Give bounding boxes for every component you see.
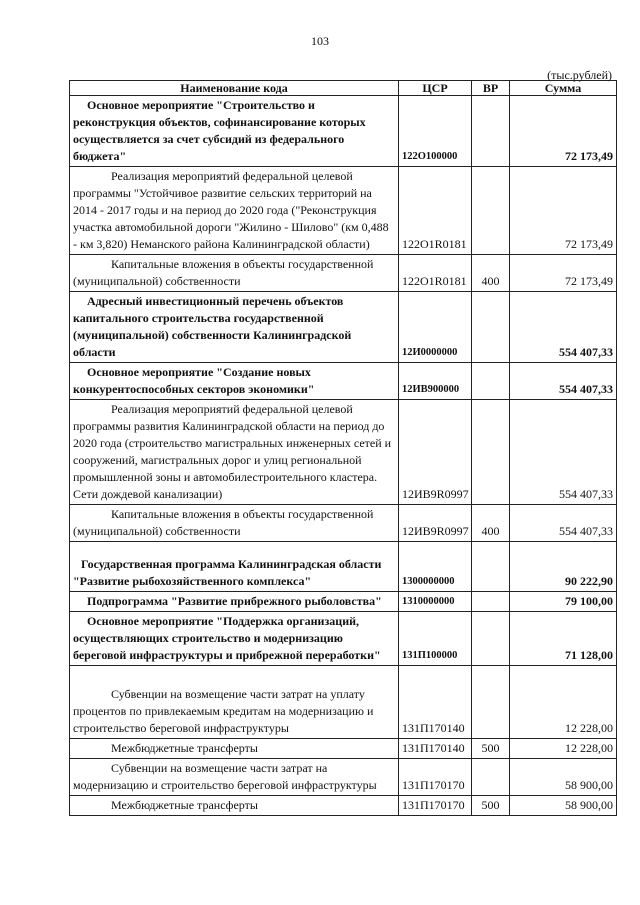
- table-row: [70, 759, 617, 796]
- table-row: [70, 255, 617, 292]
- row-name: Капитальные вложения в объекты государственной (муниципальной) собственности: [70, 505, 399, 542]
- row-name: Капитальные вложения в объекты государственной (муниципальной) собственности: [70, 255, 399, 292]
- row-vr: [472, 167, 510, 255]
- row-sum: 12 228,00: [510, 666, 617, 739]
- row-csr: 12ИВ900000: [399, 363, 472, 400]
- row-name: Подпрограмма "Развитие прибрежного рыболовства": [70, 592, 399, 612]
- row-csr: 1300000000: [399, 542, 472, 592]
- row-sum: 58 900,00: [510, 796, 617, 816]
- row-csr: 122O100000: [399, 96, 472, 167]
- row-vr: [472, 666, 510, 739]
- header-csr: ЦСР: [399, 81, 472, 96]
- row-csr: 131П170140: [399, 666, 472, 739]
- units-label: (тыс.рублей): [547, 68, 612, 82]
- table-row: [70, 505, 617, 542]
- row-name: Основное мероприятие "Поддержка организаций, осуществляющих строительство и модернизацию береговой инфраструктуры и прибрежной переработки": [70, 612, 399, 666]
- budget-table: [69, 80, 617, 816]
- row-sum: 72 173,49: [510, 96, 617, 167]
- row-name: Субвенции на возмещение части затрат на уплату процентов по привлекаемым кредитам на модернизацию и строительство береговой инфраструктуры: [70, 666, 399, 739]
- table-row: [70, 796, 617, 816]
- table-row: [70, 96, 617, 167]
- row-csr: 12И0000000: [399, 292, 472, 363]
- table-row: [70, 542, 617, 592]
- table-row: [70, 739, 617, 759]
- row-csr: 12ИВ9R0997: [399, 505, 472, 542]
- row-csr: 122O1R0181: [399, 167, 472, 255]
- row-vr: [472, 592, 510, 612]
- row-sum: 58 900,00: [510, 759, 617, 796]
- row-csr: 131П170170: [399, 796, 472, 816]
- row-sum: 554 407,33: [510, 400, 617, 505]
- header-name: Наименование кода: [70, 81, 399, 96]
- row-vr: 400: [472, 255, 510, 292]
- row-vr: [472, 542, 510, 592]
- row-name: Основное мероприятие "Строительство и реконструкция объектов, софинансирование которых осуществляется за счет субсидий из федерального бюджета": [70, 96, 399, 167]
- row-vr: [472, 292, 510, 363]
- table-row: [70, 592, 617, 612]
- row-sum: 72 173,49: [510, 255, 617, 292]
- row-name: Реализация мероприятий федеральной целевой программы развития Калининградской области на период до 2020 года (строительство магистральных инженерных сетей и сооружений, магистральных дорог и улиц региональной промышленной зоны и автомобилестроительного кластера. Сети дождевой канализации): [70, 400, 399, 505]
- row-vr: 500: [472, 796, 510, 816]
- row-name: Основное мероприятие "Создание новых конкурентоспособных секторов экономики": [70, 363, 399, 400]
- row-csr: 131П170170: [399, 759, 472, 796]
- table-row: [70, 400, 617, 505]
- row-vr: 500: [472, 739, 510, 759]
- row-csr: 122O1R0181: [399, 255, 472, 292]
- row-vr: [472, 96, 510, 167]
- row-vr: [472, 759, 510, 796]
- row-sum: 12 228,00: [510, 739, 617, 759]
- header-vr: ВР: [472, 81, 510, 96]
- table-row: [70, 363, 617, 400]
- row-name: Межбюджетные трансферты: [70, 739, 399, 759]
- row-vr: [472, 363, 510, 400]
- row-name: Государственная программа Калининградская области "Развитие рыбохозяйственного комплекса": [70, 542, 399, 592]
- header-sum: Сумма: [510, 81, 617, 96]
- row-csr: 1310000000: [399, 592, 472, 612]
- table-header-row: [70, 81, 617, 96]
- table-row: [70, 612, 617, 666]
- row-name: Реализация мероприятий федеральной целевой программы "Устойчивое развитие сельских территорий на 2014 - 2017 годы и на период до 2020 года ("Реконструкция участка автомобильной дороги "Жилино - Шилово" (км 0,488 - км 3,820) Неманского района Калининградской области): [70, 167, 399, 255]
- row-sum: 71 128,00: [510, 612, 617, 666]
- row-sum: 554 407,33: [510, 292, 617, 363]
- row-name: Субвенции на возмещение части затрат на модернизацию и строительство береговой инфраструктуры: [70, 759, 399, 796]
- row-sum: 90 222,90: [510, 542, 617, 592]
- row-sum: 554 407,33: [510, 363, 617, 400]
- table-row: [70, 666, 617, 739]
- row-csr: 131П100000: [399, 612, 472, 666]
- row-name: Межбюджетные трансферты: [70, 796, 399, 816]
- row-sum: 554 407,33: [510, 505, 617, 542]
- row-sum: 79 100,00: [510, 592, 617, 612]
- row-csr: 131П170140: [399, 739, 472, 759]
- row-sum: 72 173,49: [510, 167, 617, 255]
- table-row: [70, 292, 617, 363]
- row-vr: 400: [472, 505, 510, 542]
- table-row: [70, 167, 617, 255]
- row-vr: [472, 612, 510, 666]
- page-number: 103: [311, 34, 329, 48]
- row-csr: 12ИВ9R0997: [399, 400, 472, 505]
- row-name: Адресный инвестиционный перечень объектов капитального строительства государственной (муниципальной) собственности Калининградской области: [70, 292, 399, 363]
- row-vr: [472, 400, 510, 505]
